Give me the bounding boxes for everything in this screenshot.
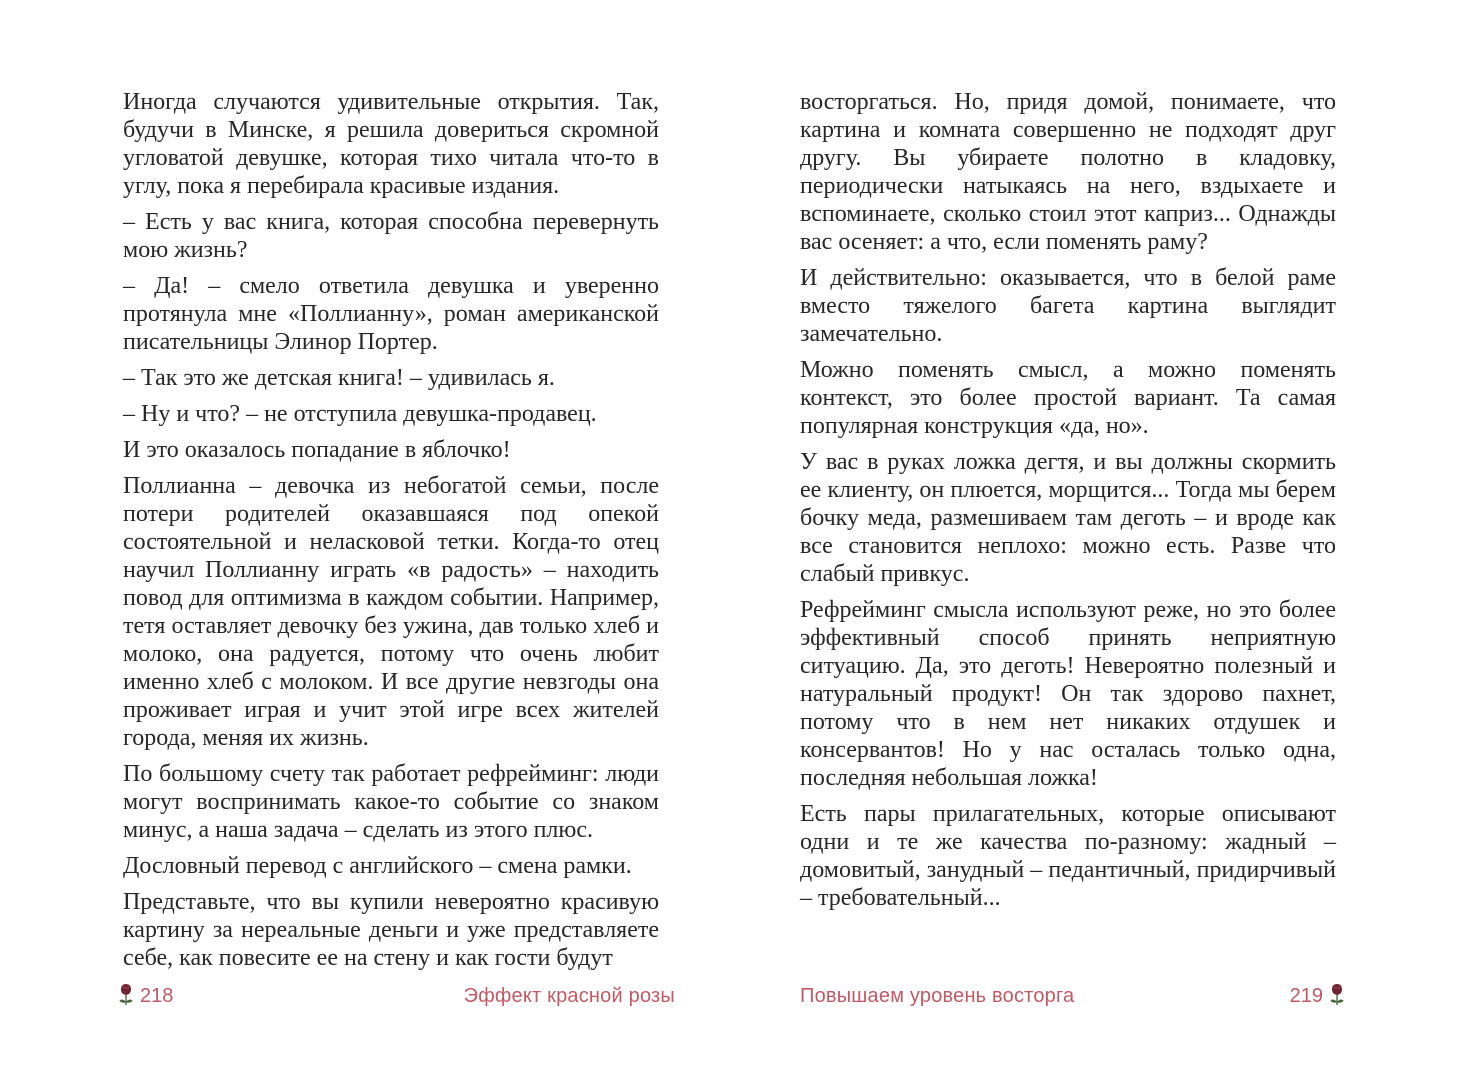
page-number: 218	[140, 984, 174, 1007]
left-page	[123, 88, 659, 980]
paragraph: – Да! – смело ответила девушка и уверенно протянула мне «Поллианну», роман американской писательницы Элинор Портер.	[123, 273, 659, 355]
paragraph: Рефрейминг смысла используют реже, но это более эффективный способ принять неприятную ситуацию. Да, это деготь! Невероятно полезный и натуральный продукт! Он так здорово пахнет, потому что в нем нет никаких отдушек и консервантов! Но у нас осталась только одна, последняя небольшая ложка!	[800, 597, 1336, 791]
right-pagenum-group	[1290, 983, 1345, 1009]
left-pagenum-group	[118, 983, 173, 1009]
paragraph: восторгаться. Но, придя домой, понимаете, что картина и комната совершенно не подходят друг другу. Вы убираете полотно в кладовку, периодически натыкаясь на него, вздыхаете и вспоминаете, сколько стоил этот каприз... Однажды вас осеняет: а что, если поменять раму?	[800, 89, 1336, 255]
paragraph: И действительно: оказывается, что в белой раме вместо тяжелого багета картина выглядит замечательно.	[800, 265, 1336, 347]
paragraph: Дословный перевод с английского – смена рамки.	[123, 853, 632, 879]
paragraph: – Так это же детская книга! – удивилась я.	[123, 365, 555, 391]
page-number: 219	[1289, 984, 1323, 1007]
paragraph: – Есть у вас книга, которая способна перевернуть мою жизнь?	[123, 209, 659, 263]
paragraph: Есть пары прилагательных, которые описывают одни и те же качества по-разному: жадный – домовитый, занудный – педантичный, придирчивый – требовательный...	[800, 801, 1336, 911]
left-page-footer	[118, 980, 675, 1012]
paragraph: Представьте, что вы купили невероятно красивую картину за нереальные деньги и уже представляете себе, как повесите ее на стену и как гости будут	[123, 889, 659, 971]
right-page-footer	[800, 980, 1345, 1012]
paragraph: И это оказалось попадание в яблочко!	[123, 437, 511, 463]
rose-icon	[1329, 983, 1345, 1009]
paragraph: – Ну и что? – не отступила девушка-продавец.	[123, 401, 597, 427]
paragraph: По большому счету так работает рефрейминг: люди могут воспринимать какое-то событие со знаком минус, а наша задача – сделать из этого плюс.	[123, 761, 659, 843]
paragraph: Можно поменять смысл, а можно поменять контекст, это более простой вариант. Та самая популярная конструкция «да, но».	[800, 357, 1336, 439]
paragraph: Иногда случаются удивительные открытия. Так, будучи в Минске, я решила довериться скромной угловатой девушке, которая тихо читала что-то в углу, пока я перебирала красивые издания.	[123, 89, 659, 199]
right-page	[800, 88, 1336, 920]
paragraph: Поллианна – девочка из небогатой семьи, после потери родителей оказавшаяся под опекой состоятельной и неласковой тетки. Когда-то отец научил Поллианну играть «в радость» – находить повод для оптимизма в каждом событии. Например, тетя оставляет девочку без ужина, дав только хлеб и молоко, она радуется, потому что очень любит именно хлеб с молоком. И все другие невзгоды она проживает играя и учит этой игре всех жителей города, меняя их жизнь.	[123, 473, 659, 751]
chapter-title: Повышаем уровень восторга	[800, 984, 1075, 1007]
rose-icon	[118, 983, 134, 1009]
paragraph: У вас в руках ложка дегтя, и вы должны скормить ее клиенту, он плюется, морщится... Тогда мы берем бочку меда, размешиваем там деготь – и вроде как все становится неплохо: можно есть. Разве что слабый привкус.	[800, 449, 1336, 587]
book-title: Эффект красной розы	[463, 984, 675, 1007]
